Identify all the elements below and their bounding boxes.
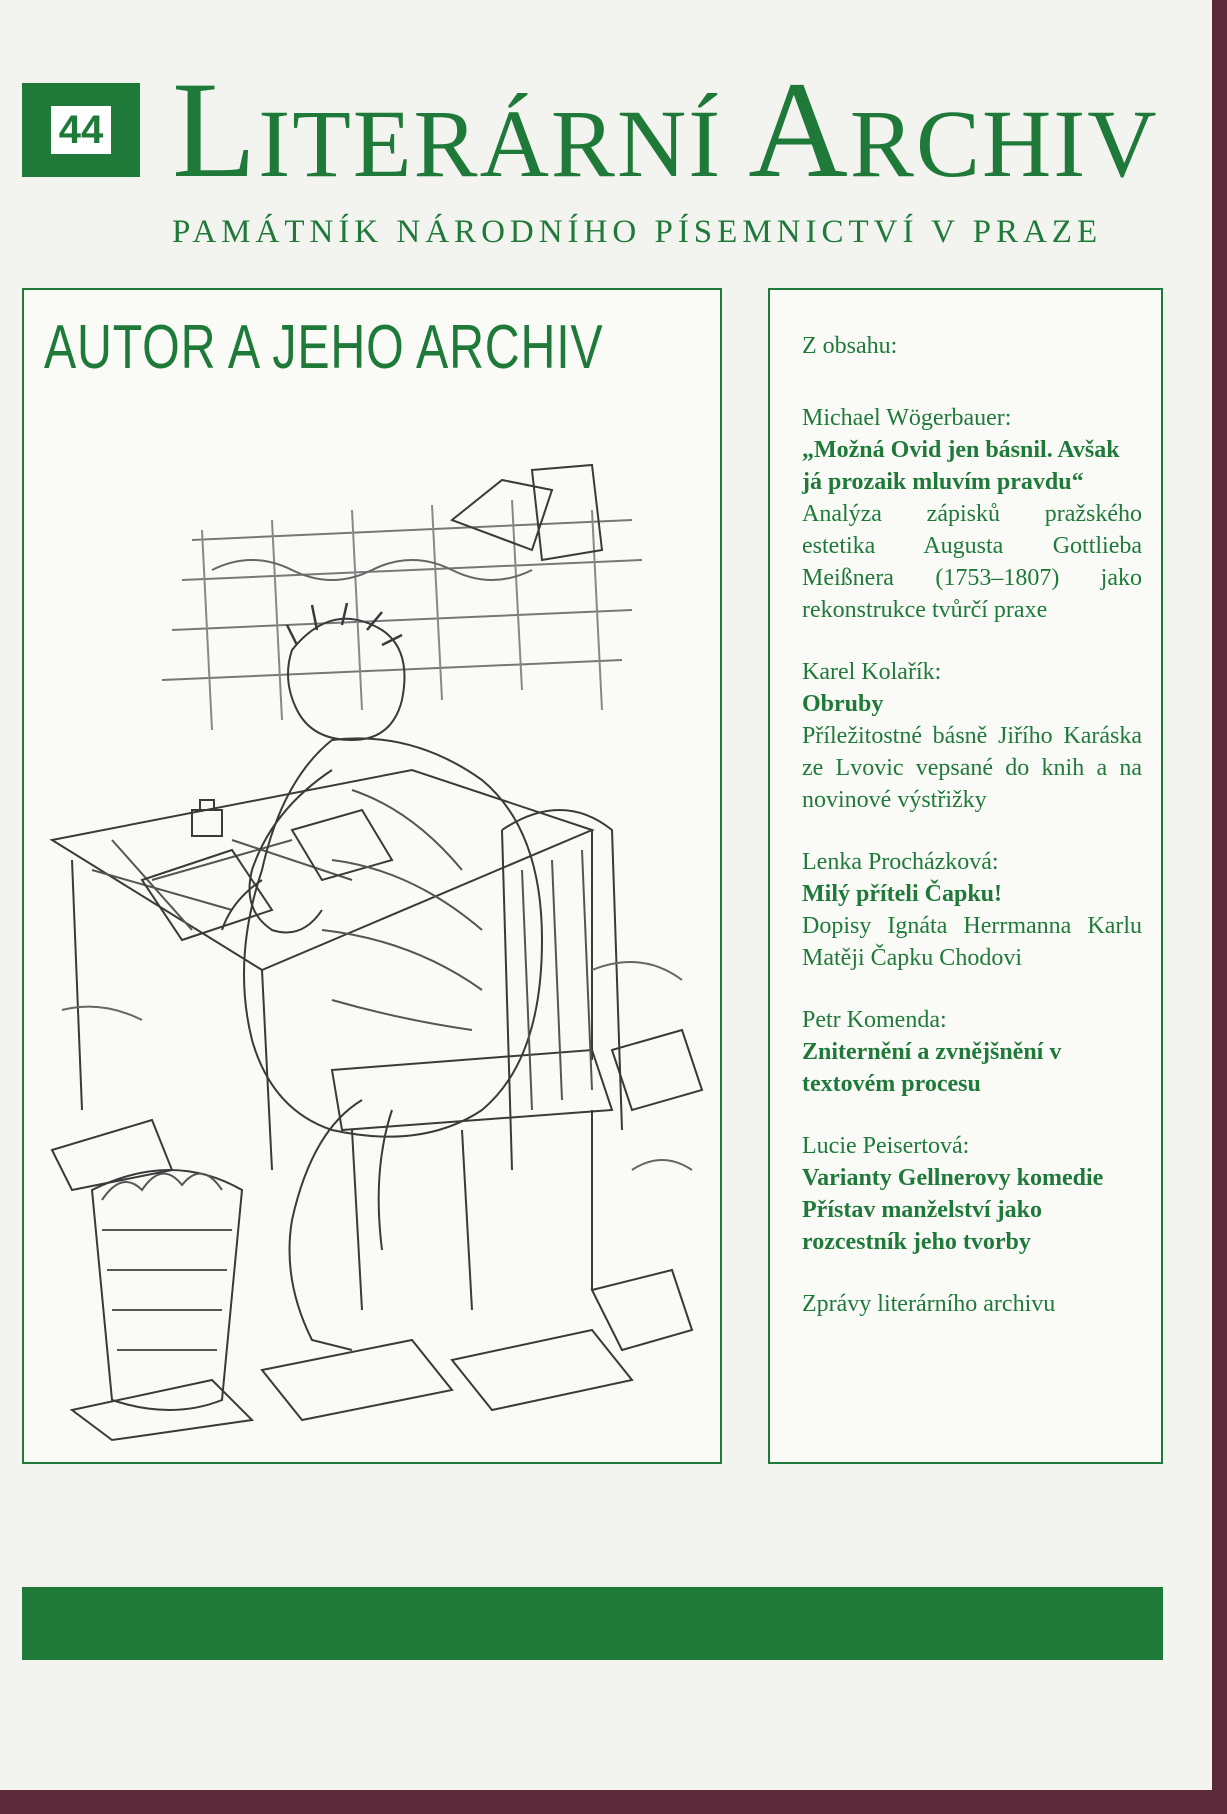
contents-entry [802,1130,1142,1258]
contents-footer: Zprávy literárního archivu [802,1291,1056,1317]
journal-title-rest-1: ITERÁRNÍ [258,90,749,197]
entry-author: Petr Komenda: [802,1007,947,1033]
journal-title [172,53,1172,206]
contents-entry [802,1004,1142,1100]
issue-number-badge [22,83,140,177]
writer-at-desk-illustration [32,410,712,1450]
entry-title: Milý příteli Čapku! [802,881,1003,907]
theme-title: AUTOR A JEHO ARCHIV [44,313,604,382]
journal-title-rest-2: RCHIV [849,90,1159,197]
contents-list [802,330,1142,1320]
journal-title-initial-1: L [172,53,259,206]
cover-illustration-frame [22,288,722,1464]
entry-author: Michael Wögerbauer: [802,405,1012,431]
journal-title-initial-2: A [748,53,850,206]
entry-title: Zniternění a zvnějšnění v textovém procesu [802,1039,1062,1097]
contents-entry [802,402,1142,626]
entry-title: Varianty Gellnerovy komedie Přístav manželství jako rozcestník jeho tvorby [802,1165,1104,1255]
contents-heading: Z obsahu: [802,333,898,359]
entry-author: Karel Kolařík: [802,659,942,685]
entry-author: Lucie Peisertová: [802,1133,970,1159]
entry-description: Příležitostné básně Jiřího Karáska ze Lvovic vepsané do knih a na novinové výstřižky [802,723,1142,813]
contents-entry [802,656,1142,816]
entry-title: „Možná Ovid jen básnil. Avšak já prozaik mluvím pravdu“ [802,437,1120,495]
contents-frame [768,288,1163,1464]
entry-description: Analýza zápisků pražského estetika Augusta Gottlieba Meißnera (1753–1807) jako rekonstrukce tvůrčí praxe [802,501,1142,623]
entry-author: Lenka Procházková: [802,849,999,875]
entry-description: Dopisy Ignáta Herrmanna Karlu Matěji Čapku Chodovi [802,913,1142,971]
issue-number: 44 [51,106,112,154]
bottom-color-bar [22,1587,1163,1660]
contents-entry [802,846,1142,974]
entry-title: Obruby [802,691,884,717]
publisher-line: PAMÁTNÍK NÁRODNÍHO PÍSEMNICTVÍ V PRAZE [172,214,1103,250]
